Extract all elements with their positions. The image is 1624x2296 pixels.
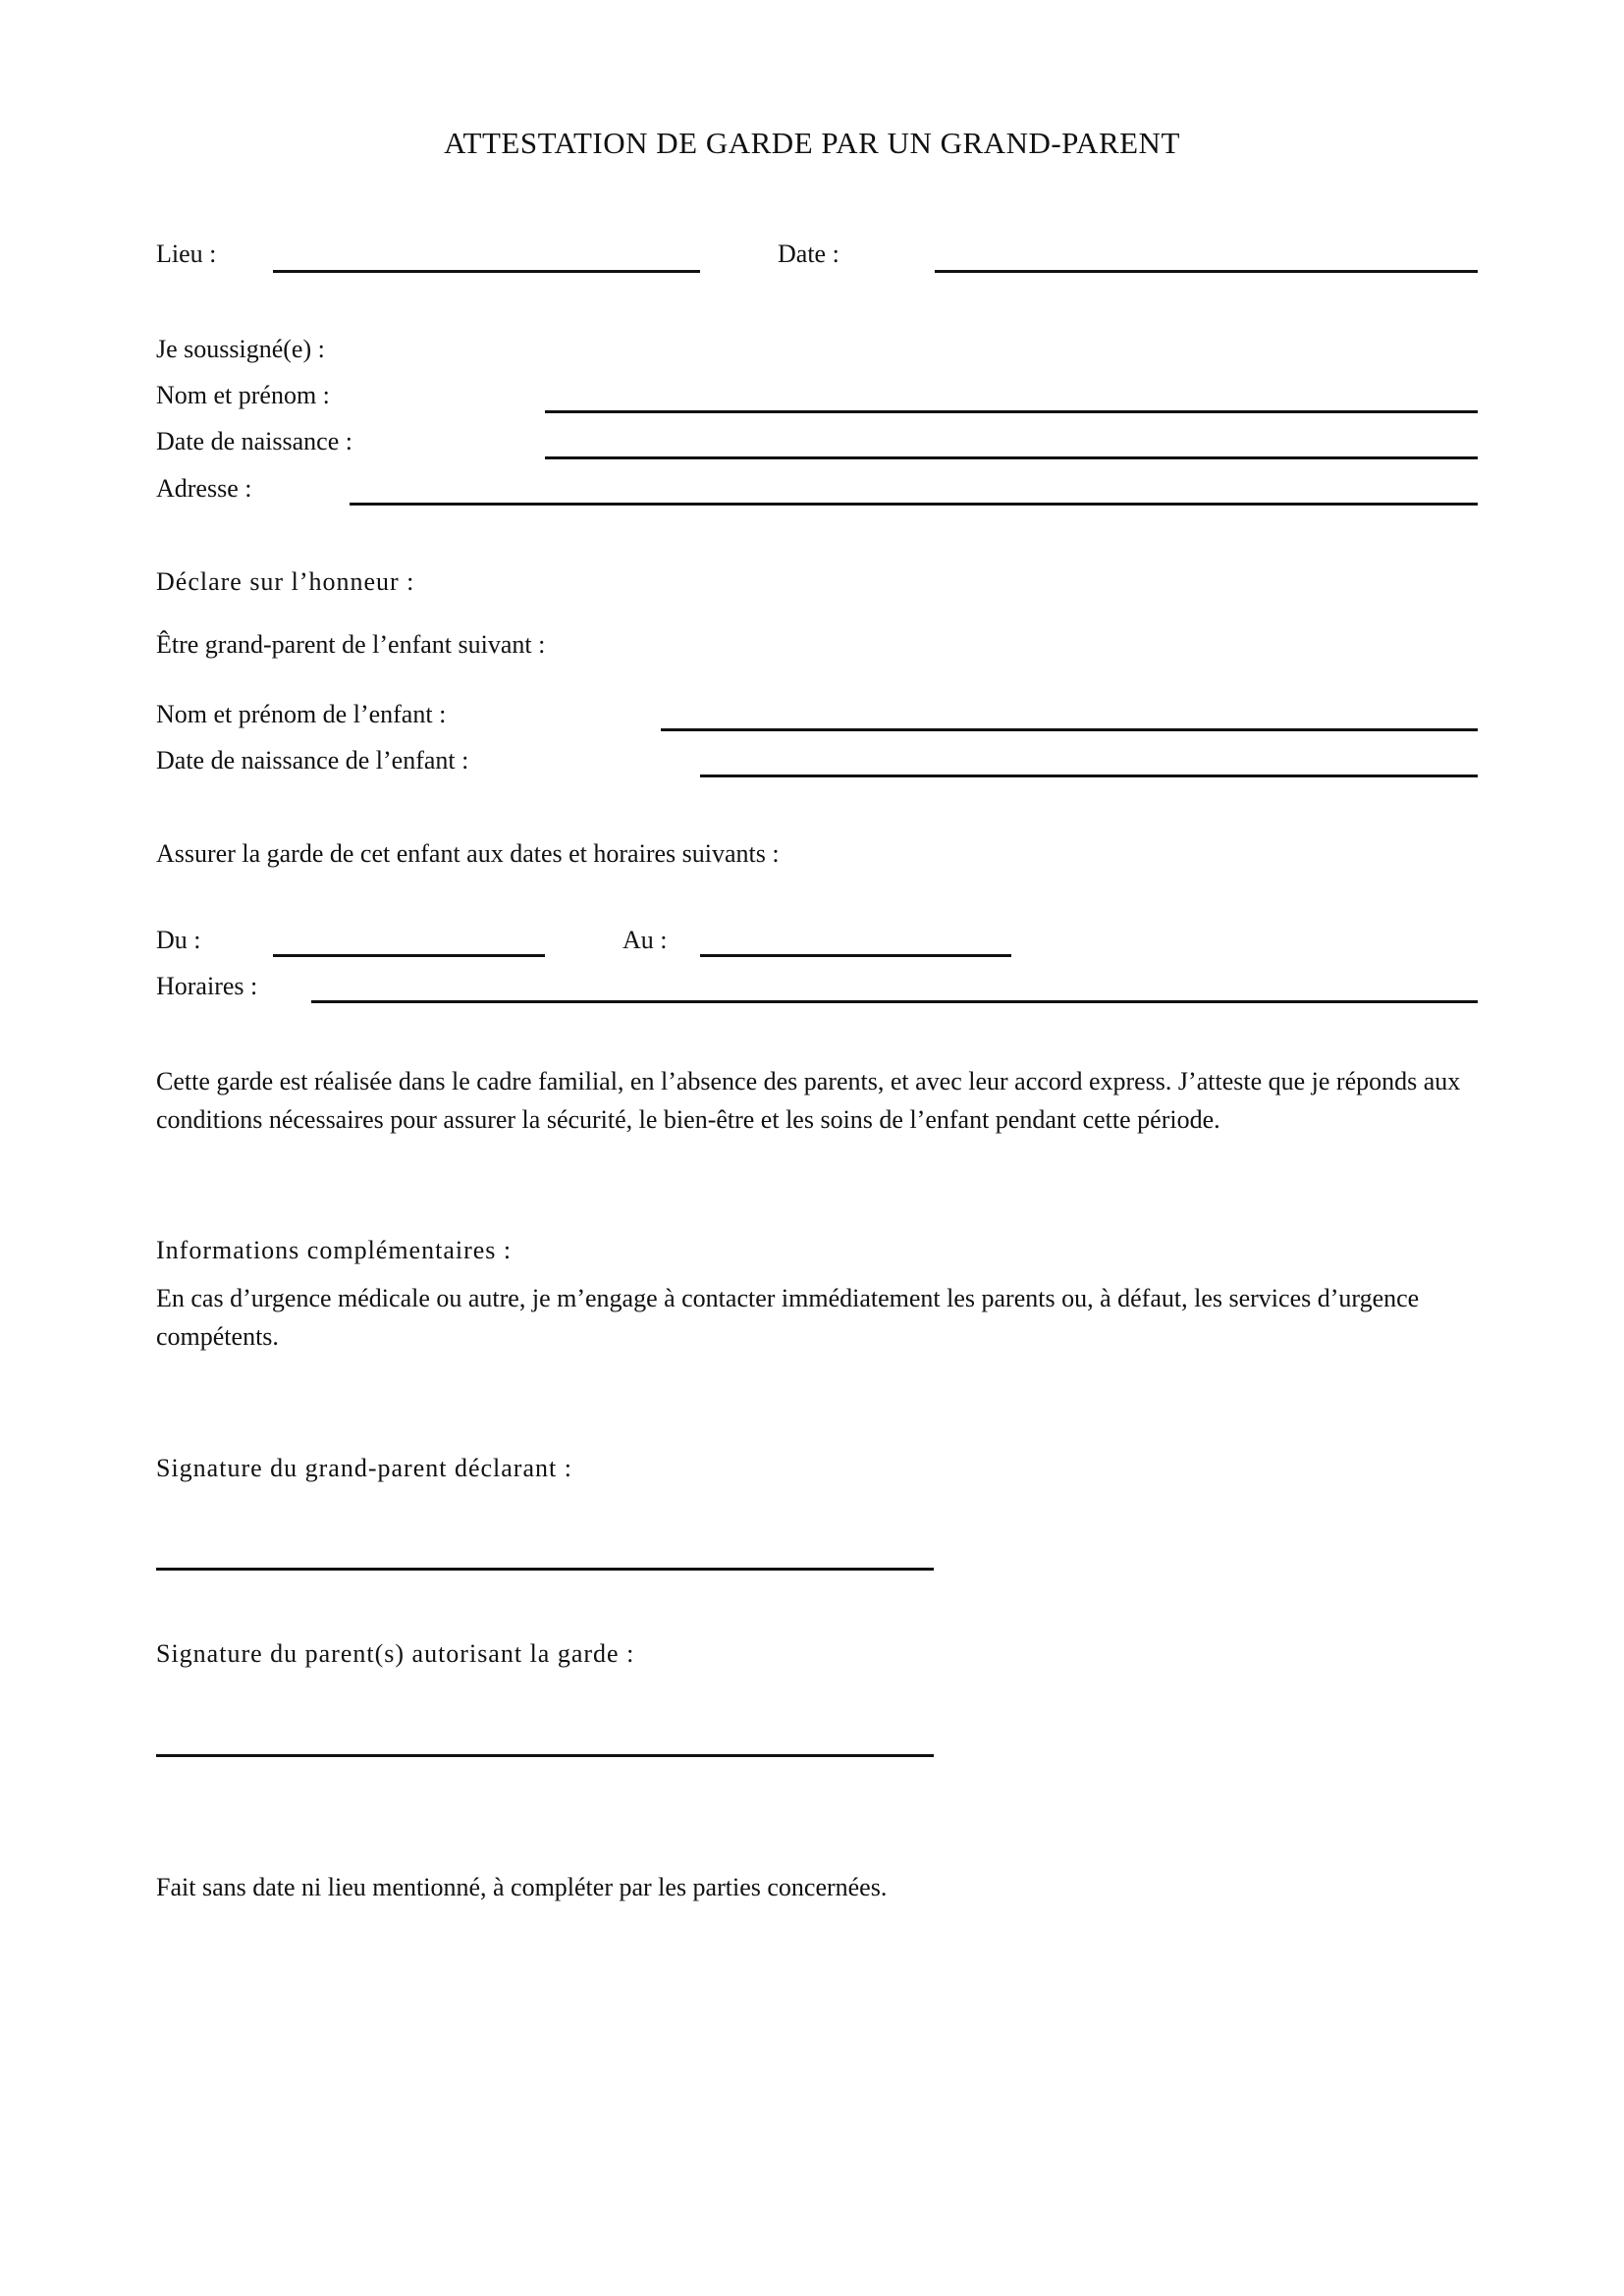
custody-to-field[interactable] (700, 954, 1011, 957)
custody-from-field[interactable] (273, 954, 545, 957)
child-name-label: Nom et prénom de l’enfant : (156, 700, 447, 728)
date-label: Date : (778, 240, 839, 268)
child-name-field[interactable] (661, 728, 1478, 731)
declarant-address-field[interactable] (350, 503, 1478, 506)
custody-hours-field[interactable] (311, 1000, 1478, 1003)
child-birthdate-label: Date de naissance de l’enfant : (156, 746, 469, 774)
declarant-birthdate-label: Date de naissance : (156, 427, 352, 455)
declarant-intro: Je soussigné(e) : (156, 335, 325, 363)
grandparent-signature-field[interactable] (156, 1568, 934, 1571)
document-title: ATTESTATION DE GARDE PAR UN GRAND-PARENT (444, 126, 1180, 160)
additional-info-heading: Informations complémentaires : (156, 1236, 513, 1264)
parent-signature-label: Signature du parent(s) autorisant la garde : (156, 1639, 635, 1668)
lieu-field[interactable] (273, 270, 700, 273)
declarant-address-label: Adresse : (156, 474, 252, 503)
attestation-paragraph: Cette garde est réalisée dans le cadre familial, en l’absence des parents, et avec leur accord express. J’atteste que je réponds aux conditions nécessaires pour assurer la sécurité, le bien-être et les soins de l’enfant pendant cette période. (156, 1067, 1461, 1134)
child-birthdate-field[interactable] (700, 774, 1478, 777)
parent-signature-field[interactable] (156, 1754, 934, 1757)
declarant-name-field[interactable] (545, 410, 1478, 413)
declaration-statement: Être grand-parent de l’enfant suivant : (156, 630, 546, 659)
custody-intro: Assurer la garde de cet enfant aux dates et horaires suivants : (156, 839, 780, 868)
additional-info-text: En cas d’urgence médicale ou autre, je m’engage à contacter immédiatement les parents ou, à défaut, les services d’urgence compétents. (156, 1284, 1420, 1351)
declaration-heading: Déclare sur l’honneur : (156, 567, 415, 596)
lieu-label: Lieu : (156, 240, 217, 268)
custody-hours-label: Horaires : (156, 972, 258, 1000)
footer-note: Fait sans date ni lieu mentionné, à compléter par les parties concernées. (156, 1873, 888, 1901)
declarant-name-label: Nom et prénom : (156, 381, 330, 409)
custody-to-label: Au : (623, 926, 668, 954)
grandparent-signature-label: Signature du grand-parent déclarant : (156, 1454, 572, 1482)
custody-from-label: Du : (156, 926, 201, 954)
date-field[interactable] (935, 270, 1478, 273)
declarant-birthdate-field[interactable] (545, 456, 1478, 459)
